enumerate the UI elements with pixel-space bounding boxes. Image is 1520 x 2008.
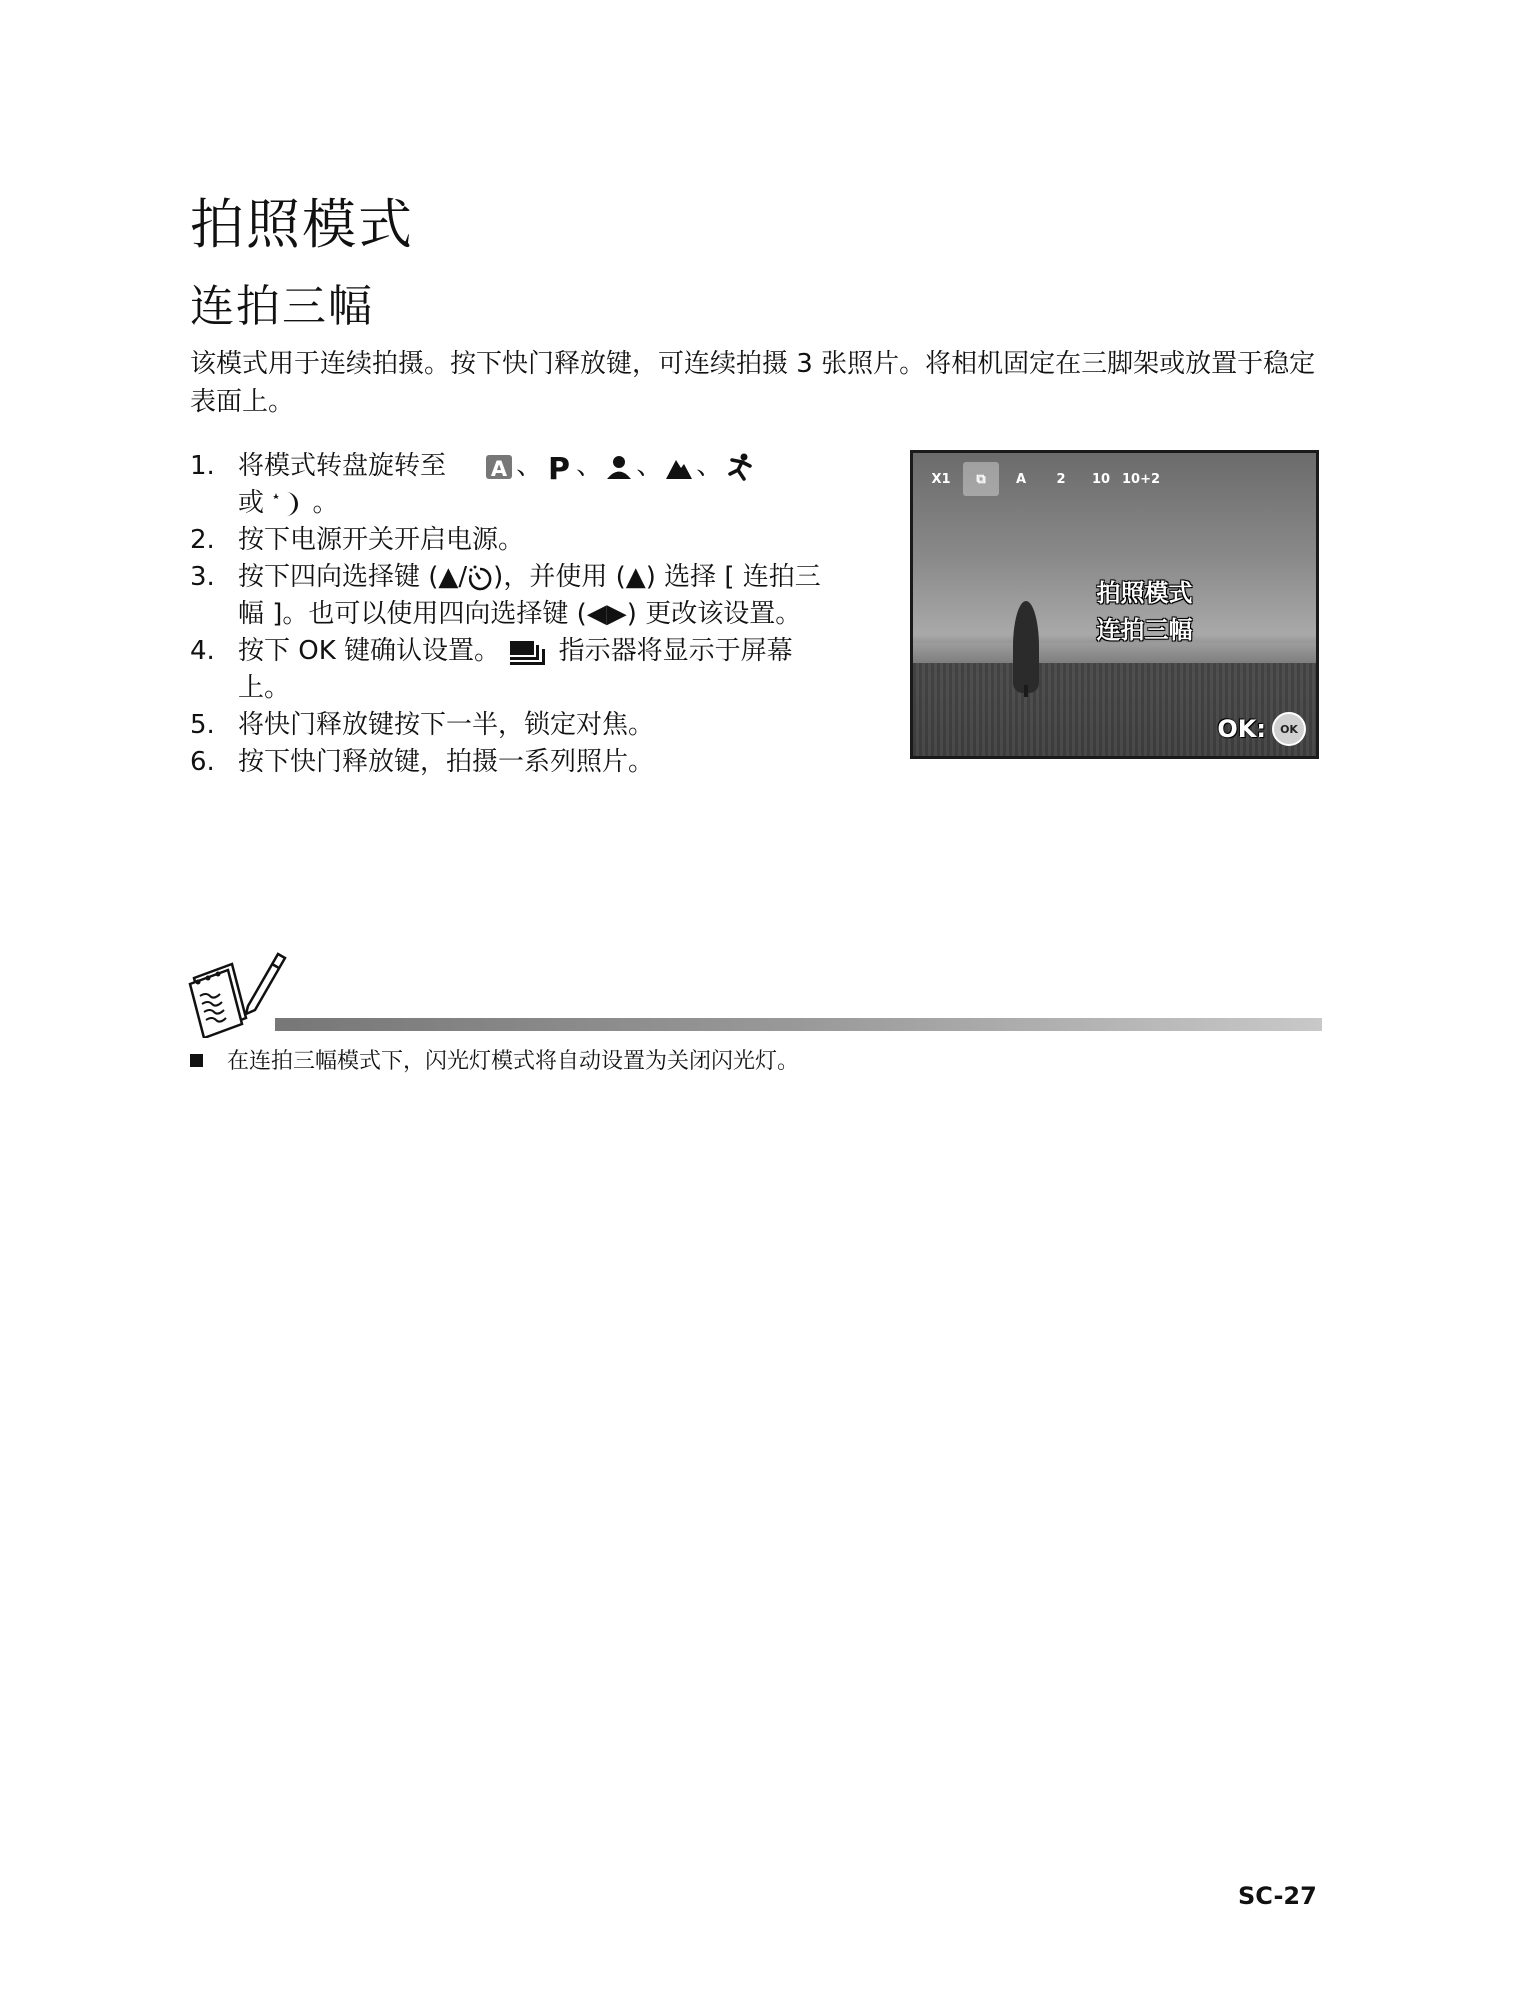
portrait-mode-icon bbox=[604, 452, 634, 482]
step-text: 将快门释放键按下一半，锁定对焦。 bbox=[238, 710, 655, 740]
program-mode-icon bbox=[544, 452, 574, 482]
step-text: 按下电源开关开启电源。 bbox=[238, 525, 525, 555]
sports-mode-icon bbox=[724, 452, 754, 482]
list-item bbox=[190, 744, 840, 781]
svg-text:P: P bbox=[548, 451, 571, 482]
section-title: 连拍三幅 bbox=[190, 281, 374, 332]
screen-ok-row bbox=[1217, 712, 1306, 746]
screen-submode-label: 连拍三幅 bbox=[1096, 616, 1193, 644]
night-mode-icon bbox=[272, 489, 304, 519]
step-text-cont: 指示器将显示于屏幕上。 bbox=[238, 636, 793, 703]
step-number: 5. bbox=[190, 710, 215, 740]
self-timer-2s-icon: 2 bbox=[1056, 471, 1066, 487]
list-item bbox=[190, 448, 840, 522]
step-text: 按下快门释放键，拍摄一系列照片。 bbox=[238, 747, 655, 777]
square-bullet-icon bbox=[190, 1054, 203, 1067]
self-timer-icon bbox=[467, 564, 493, 592]
self-timer-10s-icon: 10 bbox=[1091, 471, 1111, 487]
self-timer-10-2s-icon: 10+2 bbox=[1121, 471, 1161, 487]
ok-button-icon: OK bbox=[1272, 712, 1306, 746]
step-text: 按下四向选择键 (▲/ bbox=[238, 562, 468, 592]
step-number: 1. bbox=[190, 451, 215, 481]
page-title: 拍照模式 bbox=[190, 193, 414, 256]
single-shot-icon: X1 bbox=[931, 471, 951, 487]
step-text-end: 。 bbox=[312, 488, 339, 518]
list-item bbox=[190, 522, 840, 559]
screen-icon-bar bbox=[923, 461, 1159, 497]
step-text-or: 或 bbox=[238, 488, 265, 518]
list-item bbox=[190, 559, 840, 633]
step-text: 将模式转盘旋转至 bbox=[238, 451, 447, 481]
step-number: 6. bbox=[190, 747, 215, 777]
continuous-shot-icon bbox=[508, 638, 550, 666]
mode-icon-group: A 、 P 、 、 、 bbox=[484, 448, 754, 485]
svg-text:A: A bbox=[491, 456, 508, 481]
step-text-cont: )，并使用 (▲) 选择 [ 连拍三幅 ]。也可以使用四向选择键 (◀▶) 更改该设置。 bbox=[238, 562, 821, 629]
step-number: 3. bbox=[190, 562, 215, 592]
note-item bbox=[190, 1046, 799, 1078]
landscape-mode-icon bbox=[664, 452, 694, 482]
ok-label: OK: bbox=[1217, 715, 1266, 743]
auto-mode-icon bbox=[484, 452, 514, 482]
continuous-shot-icon: ⧉ bbox=[963, 462, 999, 496]
list-item bbox=[190, 633, 840, 707]
camera-screen-preview bbox=[910, 450, 1319, 759]
screen-tree-trunk bbox=[1024, 685, 1028, 697]
step-number: 2. bbox=[190, 525, 215, 555]
page-number: SC-27 bbox=[1238, 1882, 1317, 1910]
note-pad-icon bbox=[188, 948, 288, 1038]
note-text: 在连拍三幅模式下，闪光灯模式将自动设置为关闭闪光灯。 bbox=[227, 1049, 800, 1074]
step-number: 4. bbox=[190, 636, 215, 666]
steps-list bbox=[190, 448, 840, 781]
list-item bbox=[190, 707, 840, 744]
step-text: 按下 OK 键确认设置。 bbox=[238, 636, 501, 666]
screen-mode-label: 拍照模式 bbox=[1096, 579, 1193, 607]
note-divider-bar bbox=[275, 1018, 1322, 1031]
intro-paragraph: 该模式用于连续拍摄。按下快门释放键，可连续拍摄 3 张照片。将相机固定在三脚架或放置于稳定表面上。 bbox=[190, 349, 1316, 417]
auto-exposure-bracket-icon: A bbox=[1015, 471, 1027, 487]
